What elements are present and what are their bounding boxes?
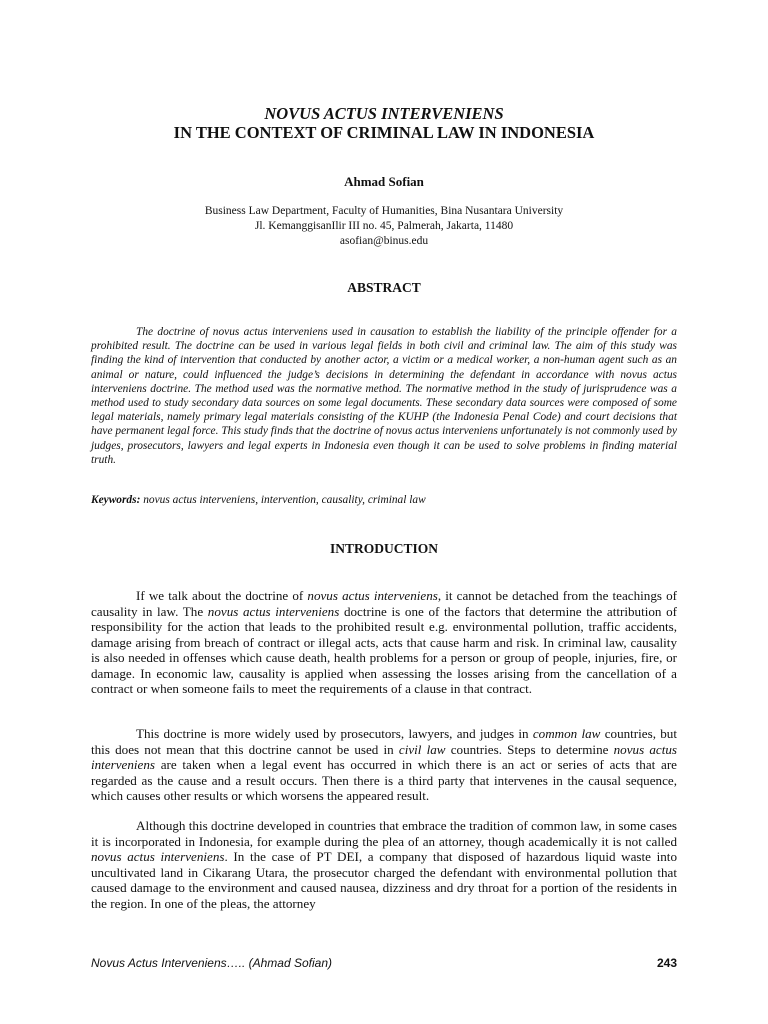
p2-term-d: civil law (398, 741, 446, 757)
p1-term-b: novus actus interveniens (307, 588, 438, 603)
abstract-heading: ABSTRACT (347, 280, 421, 295)
title-line-1: NOVUS ACTUS INTERVENIENS (264, 104, 504, 123)
keywords-text: novus actus interveniens, intervention, causality, criminal law (143, 494, 426, 506)
p2-text-c: countries, but this does not mean that this doctrine cannot be used in (91, 726, 677, 757)
page-number: 243 (656, 956, 677, 970)
p2-text-e: countries. Steps to determine (445, 741, 614, 757)
author-name: Ahmad Sofian (344, 174, 424, 189)
running-title: Novus Actus Interveniens….. (Ahmad Sofian) (91, 956, 332, 970)
intro-paragraph-3 (91, 818, 677, 911)
intro-paragraph-2 (91, 726, 677, 804)
p2-term-f: novus actus interveniens (91, 741, 677, 772)
keywords (91, 493, 677, 508)
p2-term-b: common law (532, 726, 601, 741)
introduction-heading: INTRODUCTION (329, 541, 438, 556)
affiliation-address: Jl. KemanggisanIlir III no. 45, Palmerah, Jakarta, 11480 (254, 220, 514, 232)
p3-text-a: Although this doctrine developed in countries that embrace the tradition of common law, in some cases it is incorporated in Indonesia, for example during the plea of an attorney, though academically it is not called (91, 818, 677, 849)
title-line-2: IN THE CONTEXT OF CRIMINAL LAW IN INDONESIA (173, 123, 595, 142)
p1-text-e: doctrine is one of the factors that determine the attribution of responsibility for the action that leads to the prohibited result e.g. environmental pollution, traffic accidents, damage arising from breach of contract or illegal acts, acts that cause harm and risk. In criminal law, causality is also needed in offenses which cause death, health problems for a person or group of people, injuries, fire, or damage. In economic law, causality is applied when assessing the losses arising from the cancellation of a contract or when someone fails to meet the requirements of a clause in that contract. (91, 603, 678, 696)
p1-text-c: , it cannot be detached from the teachings of causality in law. The (91, 588, 677, 619)
p3-text-c: . In the case of PT DEI, a company that disposed of hazardous liquid waste into uncultivated land in Cikarang Utara, the prosecutor charged the defendant with environmental pollution that caused damage to the environment and caused nausea, dizziness and dry throat for a portion of the residents in the region. In one of the pleas, the attorney (91, 849, 677, 911)
p1-term-d: novus actus interveniens (207, 603, 340, 619)
abstract-text: The doctrine of novus actus interveniens used in causation to establish the liability of the principle offender for a prohibited result. The doctrine can be used in various legal fields in both civil and criminal law. The aim of this study was finding the kind of intervention that conducted by another actor, a victim or a medical worker, a non-human agent such as an animal or nature, could influenced the judge’s decisions in determining the defendant in accordance with novus actus interveniens doctrine. The method used was the normative method. The normative method in the study of jurisprudence was a method used to study secondary data sources on some legal documents. These secondary data sources were composed of some legal materials, namely primary legal materials consisting of the KUHP (the Indonesia Penal Code) and court decisions that have permanent legal force. This study finds that the doctrine of novus actus interveniens unfortunately is not commonly used by judges, prosecutors, lawyers and legal experts in Indonesia even though it can be used to solve problems in finding material truth. (91, 326, 677, 466)
keywords-label: Keywords: (91, 494, 141, 506)
p3-term-b: novus actus interveniens (91, 849, 225, 864)
p2-text-a: This doctrine is more widely used by prosecutors, lawyers, and judges in (136, 726, 533, 741)
intro-paragraph-1 (91, 588, 677, 697)
p2-text-g: are taken when a legal event has occurred in which there is an act or series of acts that are regarded as the cause and a result occurs. Then there is a third party that intervenes in the causal sequence, which causes other results or which worsens the appeared result. (91, 757, 677, 803)
affiliation-block (0, 204, 768, 249)
affiliation-department: Business Law Department, Faculty of Humanities, Bina Nusantara University (204, 205, 564, 217)
affiliation-email: asofian@binus.edu (339, 235, 429, 247)
p1-text-a: If we talk about the doctrine of (136, 588, 308, 603)
